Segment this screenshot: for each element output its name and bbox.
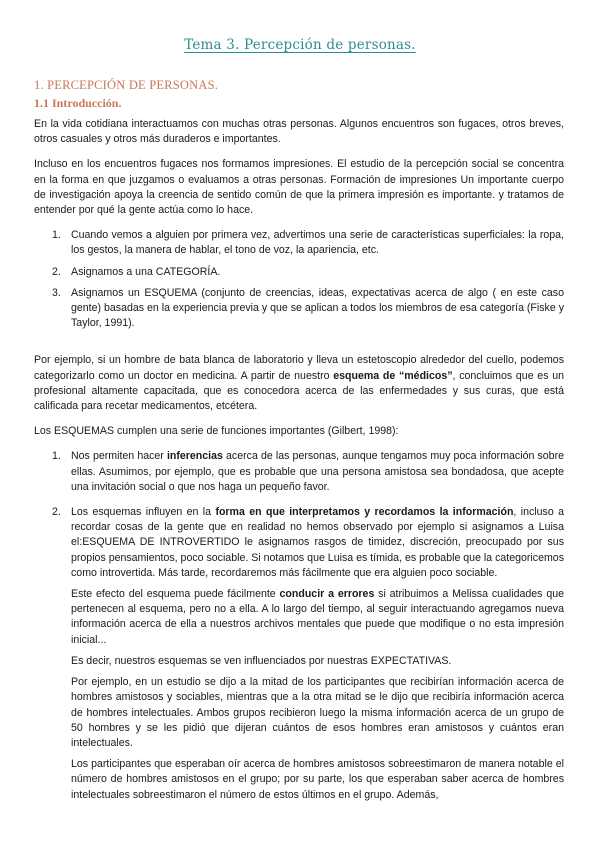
paragraph-intro: En la vida cotidiana interactuamos con muchas otras personas. Algunos encuentros son fugaces, otros breves, otros casuales y otros más duraderos e importantes. xyxy=(34,118,564,146)
functions-list xyxy=(34,449,564,802)
text-run: Por ejemplo, si un hombre de bata blanca de laboratorio y lleva un estetoscopio alrededor del cuello, podemos categorizarlo como un doctor en medicina. A partir de nuestro xyxy=(34,354,564,382)
list-number: 2. xyxy=(52,265,61,278)
subsection-heading: 1.1 Introducción. xyxy=(34,96,122,110)
bold-text: esquema de “médicos” xyxy=(333,369,453,382)
steps-list xyxy=(34,228,564,331)
paragraph-functions: Los ESQUEMAS cumplen una serie de funciones importantes (Gilbert, 1998): xyxy=(34,425,399,438)
page-title: Tema 3. Percepción de personas. xyxy=(184,37,416,53)
list-number: 1. xyxy=(52,450,61,463)
text-run: , incluso a recordar cosas de la gente que en realidad no hemos observado por ejemplo si asignamos a Luisa el:ESQUEMA DE INTROVERTIDO le asignamos rasgos de timidez, discreción, preocupado por sus propios pensamientos, poco sociable. Si notamos que Luisa es tímida, es probable que la categoricemos como introvertida. Más tarde, recordaremos más fácilmente que era alguien poco sociable. xyxy=(71,506,565,579)
list-item-text: Asignamos un ESQUEMA (conjunto de creencias, ideas, expectativas acerca de algo ( en este caso gente) basadas en la experiencia previa y que se aplican a todos los miembros de esa categoría (Fiske y Taylor, 1991). xyxy=(71,286,564,330)
text-run: acerca de las personas, aunque tengamos muy poca información sobre ellas. Asumimos, por ejemplo, que es probable que una persona amistosa sea bondadosa, que acepte una invitación social o que nos haga un pequeño favor. xyxy=(71,450,564,493)
text-run: si atribuimos a Melissa cualidades que pertenecen al esquema, pero no a ella. A lo largo del tiempo, al seguir interactuando agregamos nueva información acerca de ella a nuestros archivos mentales que puede que modifique o no esta impresión inicial... xyxy=(71,588,564,646)
list-number: 1. xyxy=(52,229,61,242)
list-number: 2. xyxy=(52,506,61,519)
bold-text: forma en que interpretamos y recordamos la información xyxy=(215,506,514,519)
list-number: 3. xyxy=(52,286,61,299)
text-run: , concluimos que es un profesional altamente capacitada, que es conocedora acerca de las enfermedades y sus curas, que está calificada para recetar medicamentos, etcétera. xyxy=(34,369,564,413)
list-item xyxy=(34,265,564,280)
paragraph-impressions: Incluso en los encuentros fugaces nos formamos impresiones. El estudio de la percepción social se concentra en la forma en que juzgamos o evaluamos a otras personas. Formación de impresiones Un importante cuerpo de investigación apoya la creencia de sentido común de que la primera impresión es importante. y tratamos de entender por qué la gente actúa como lo hace. xyxy=(34,158,564,217)
list-item-text: Los participantes que esperaban oír acerca de hombres amistosos sobreestimaron de manera notable el número de hombres amistosos en el grupo; por su parte, los que esperaban saber acerca de hombres intelectuales sobreestimaron el número de estos últimos en el grupo. Además, xyxy=(71,758,564,801)
list-item xyxy=(34,228,564,258)
list-item xyxy=(34,286,564,332)
list-item-text: Cuando vemos a alguien por primera vez, advertimos una serie de características superficiales: la ropa, los gestos, la manera de hablar, el tono de voz, la apariencia, etc. xyxy=(71,229,564,257)
bold-text: inferencias xyxy=(166,450,223,463)
list-item-text: Es decir, nuestros esquemas se ven influenciados por nuestras EXPECTATIVAS. xyxy=(71,654,452,667)
list-item-text: Asignamos a una CATEGORÍA. xyxy=(71,265,221,278)
list-item xyxy=(34,505,564,803)
list-item-text xyxy=(71,505,564,581)
paragraph-example xyxy=(34,353,564,414)
list-item-text xyxy=(71,449,564,495)
text-run: Los esquemas influyen en la xyxy=(71,506,216,519)
section-heading: 1. PERCEPCIÓN DE PERSONAS. xyxy=(34,78,219,92)
list-item-text: Por ejemplo, en un estudio se dijo a la mitad de los participantes que recibirían información acerca de hombres amistosos y sociables, mientras que a la otra mitad se le dijo que recibiría información acerca de hombres intelectuales. Ambos grupos recibieron luego la misma información acerca de un grupo de 50 hombres y se les pidió que dijeran cuántos de esos hombres eran amistosos y cuántos eran intelectuales. xyxy=(71,676,564,749)
list-item-text xyxy=(71,587,564,648)
list-item xyxy=(34,449,564,495)
text-run: Este efecto del esquema puede fácilmente xyxy=(71,588,280,601)
document-body xyxy=(34,117,564,803)
text-run: Nos permiten hacer xyxy=(71,450,167,463)
bold-text: conducir a errores xyxy=(279,588,375,601)
